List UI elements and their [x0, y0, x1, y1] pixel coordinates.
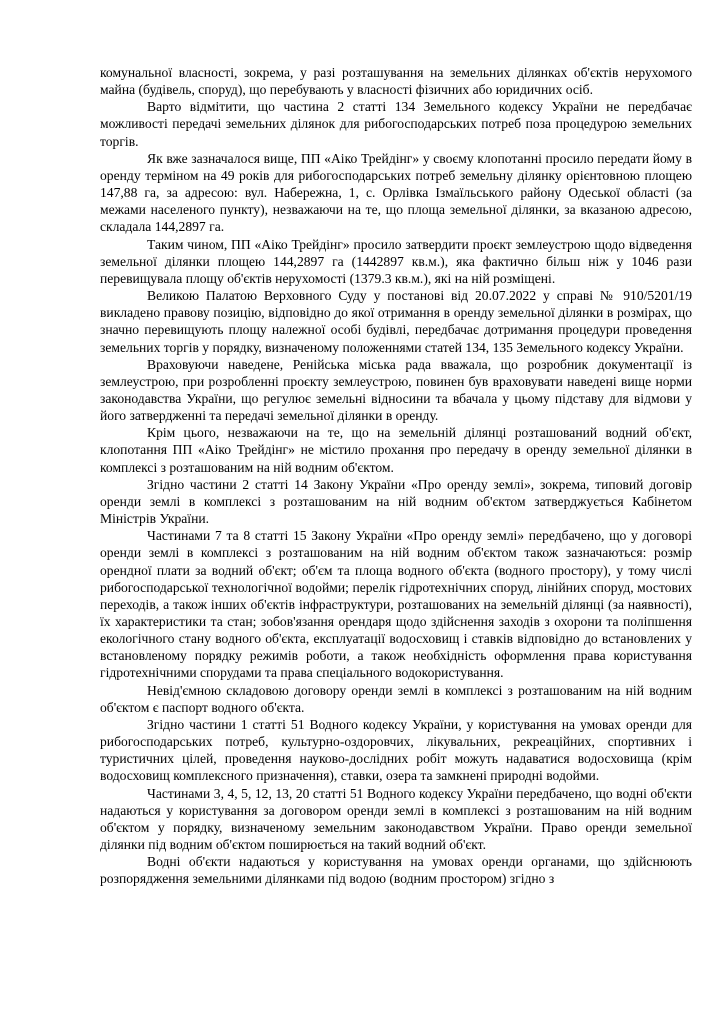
paragraph-5: Великою Палатою Верховного Суду у постанові від 20.07.2022 у справі № 910/5201/19 викладено правову позицію, відповідно до якої отримання в оренду земельної ділянки в розмірах, що значно перевищують площу належної особі будівлі, передбачає дотримання процедури проведення земельних торгів у порядку, визначеному положеннями статей 134, 135 Земельного кодексу України.	[100, 288, 692, 355]
paragraph-2: Варто відмітити, що частина 2 статті 134 Земельного кодексу України не передбачає можливості передачі земельних ділянок для рибогосподарських потреб поза процедурою земельних торгів.	[100, 99, 692, 149]
paragraph-1: комунальної власності, зокрема, у разі розташування на земельних ділянках об'єктів нерухомого майна (будівель, споруд), що перебувають у власності фізичних або юридичних осіб.	[100, 65, 692, 98]
paragraph-3: Як вже зазначалося вище, ПП «Аіко Трейдінг» у своєму клопотанні просило передати йому в оренду терміном на 49 років для рибогосподарських потреб земельну ділянку орієнтовною площею 147,88 га, за адресою: вул. Набережна, 1, с. Орлівка Ізмаїльського району Одеської області (за межами населеного пункту), незважаючи на те, що площа земельної ділянки, за вказаною адресою, складала 144,2897 га.	[100, 150, 692, 235]
paragraph-9: Частинами 7 та 8 статті 15 Закону України «Про оренду землі» передбачено, що у договорі оренди землі в комплексі з розташованим на ній водним об'єктом також зазначаються: розмір орендної плати за водний об'єкт; об'єм та площа водного об'єкта (водного простору), у тому числі рибогосподарської технологічної водойми; перелік гідротехнічних споруд, лінійних споруд, мостових переходів, а також інших об'єктів інфраструктури, розташованих на земельній ділянці (за наявності), їх характеристики та стан; зобов'язання орендаря щодо здійснення заходів з охорони та поліпшення екологічного стану водного об'єкта, експлуатації водосховищ і ставків відповідно до встановлених у встановленому порядку режимів роботи, а також необхідність оформлення права користування гідротехнічними спорудами та права спеціального водокористування.	[100, 528, 692, 681]
paragraph-12: Частинами 3, 4, 5, 12, 13, 20 статті 51 Водного кодексу України передбачено, що водні об'єкти надаються у користування за договором оренди землі в комплексі з розташованим на ній водним об'єктом у порядку, визначеному земельним законодавством України. Право оренди земельної ділянки під водним об'єктом поширюється на такий водний об'єкт.	[100, 785, 692, 853]
paragraph-4: Таким чином, ПП «Аіко Трейдінг» просило затвердити проєкт землеустрою щодо відведення земельної ділянки площею 144,2897 га (1442897 кв.м.), яка фактично більш ніж у 1046 рази перевищувала площу об'єктів нерухомості (1379.3 кв.м.), які на ній розміщені.	[100, 236, 692, 286]
document-body	[100, 64, 692, 888]
paragraph-6: Враховуючи наведене, Ренійська міська рада вважала, що розробник документації із землеустрою, при розробленні проєкту землеустрою, повинен був враховувати наведені вище норми законодавства України, що регулює земельні відносини та вбачала у цьому підставу для відмови у його затвердженні та передачі земельної ділянки в оренду.	[100, 356, 692, 424]
paragraph-13: Водні об'єкти надаються у користування на умовах оренди органами, що здійснюють розпорядження земельними ділянками під водою (водним простором) згідно з	[100, 854, 692, 887]
paragraph-8: Згідно частини 2 статті 14 Закону України «Про оренду землі», зокрема, типовий договір оренди землі в комплексі з розташованим на ній водним об'єктом затверджується Кабінетом Міністрів України.	[100, 476, 692, 527]
paragraph-7: Крім цього, незважаючи на те, що на земельній ділянці розташований водний об'єкт, клопотання ПП «Аіко Трейдінг» не містило прохання про передачу в оренду земельної ділянки в комплексі з розташованим на ній водним об'єктом.	[100, 425, 692, 475]
paragraph-10: Невід'ємною складовою договору оренди землі в комплексі з розташованим на ній водним об'єктом є паспорт водного об'єкта.	[100, 682, 692, 715]
paragraph-11: Згідно частини 1 статті 51 Водного кодексу України, у користування на умовах оренди для рибогосподарських потреб, культурно-оздоровчих, лікувальних, рекреаційних, спортивних і туристичних цілей, проведення науково-дослідних робіт можуть надаватися водосховища (крім водосховищ комплексного призначення), ставки, озера та замкнені природні водойми.	[100, 716, 692, 784]
